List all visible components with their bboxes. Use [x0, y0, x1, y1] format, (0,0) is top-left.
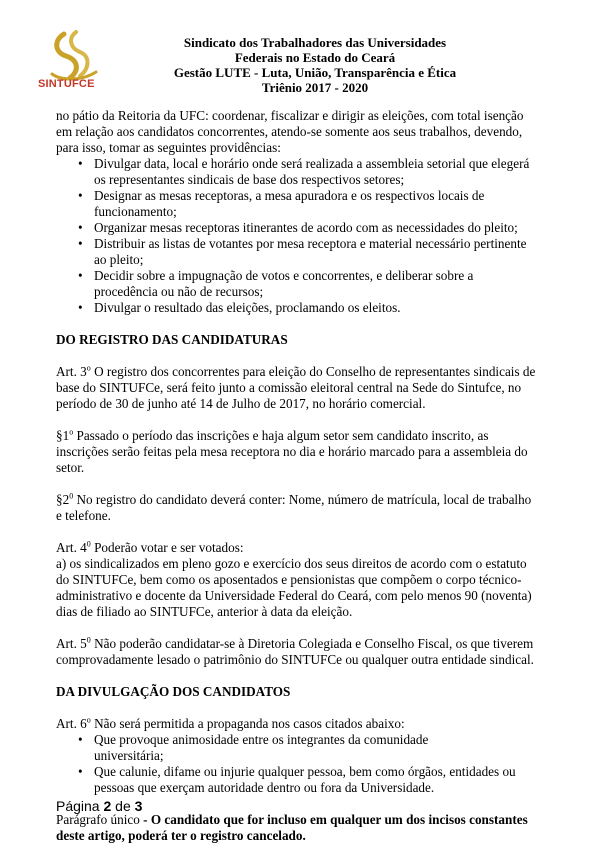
- ordinal-mark: 0: [69, 491, 74, 501]
- article-label: Art. 4: [56, 540, 87, 555]
- header-line: Sindicato dos Trabalhadores das Universidades: [183, 35, 447, 50]
- header-line: Gestão LUTE - Luta, União, Transparência e Ética: [173, 65, 457, 80]
- intro-paragraph: no pátio da Reitoria da UFC: coordenar, fiscalizar e dirigir as eleições, com total isenção em relação aos candidatos concorrentes, atendo-se somente aos seus trabalhos, devendo, para isso, tomar as seguintes providências:: [56, 108, 524, 155]
- paragraph-text: Passado o período das inscrições e haja algum setor sem candidato inscrito, as inscrições serão feitas pela mesa receptora no dia e horário marcado para a assembleia do setor.: [56, 428, 528, 475]
- paragraph-label: §2: [56, 492, 70, 507]
- page-number: 2: [103, 798, 112, 814]
- paragraph-2: [56, 492, 536, 524]
- list-item: • Organizar mesas receptoras itinerantes de acordo com as necessidades do pleito;: [56, 220, 536, 236]
- article-text: Não poderão candidatar-se à Diretoria Colegiada e Conselho Fiscal, os que tiverem comprovadamente lesado o patrimônio do SINTUFCe ou qualquer outra entidade sindical.: [56, 636, 534, 667]
- section-heading: DO REGISTRO DAS CANDIDATURAS: [56, 332, 288, 347]
- ordinal-mark: o: [69, 427, 74, 437]
- prohibited-cases-list: [56, 732, 536, 796]
- paragraph-text: - O candidato que for incluso em qualquer um dos incisos constantes deste artigo, poderá ter o registro cancelado.: [56, 812, 528, 843]
- list-item: • Decidir sobre a impugnação de votos e concorrentes, e deliberar sobre a procedência ou não de recursos;: [56, 268, 536, 300]
- article-text: Não será permitida a propaganda nos casos citados abaixo:: [90, 716, 405, 731]
- article-label: Art. 3: [56, 364, 87, 379]
- article-label: Art. 6: [56, 716, 87, 731]
- article-3: [56, 364, 536, 412]
- page-total: 3: [134, 798, 143, 814]
- list-item: • Que provoque animosidade entre os integrantes da comunidade universitária;: [56, 732, 536, 764]
- duties-list: [56, 156, 536, 316]
- paragrafo-unico: [56, 812, 536, 844]
- header-line: Federais no Estado do Ceará: [234, 50, 396, 65]
- list-item: • Distribuir as listas de votantes por mesa receptora e material necessário pertinente ao pleito;: [56, 236, 536, 268]
- article-5: [56, 636, 536, 668]
- document-header: [0, 0, 608, 110]
- list-item: • Divulgar data, local e horário onde será realizada a assembleia setorial que elegerá os representantes sindicais de base dos respectivos setores;: [56, 156, 536, 188]
- ordinal-mark: 0: [86, 635, 91, 645]
- paragraph-label: §1: [56, 428, 70, 443]
- article-4-item-a: a) os sindicalizados em pleno gozo e exercício dos seus direitos de acordo com o estatuto do SINTUFCe, bem como os aposentados e pensionistas que compõem o corpo técnico-administrativo e docente da Universidade Federal do Ceará, com pelo menos 90 (noventa) dias de filiado ao SINTUFCe, anterior à data da eleição.: [56, 556, 532, 619]
- list-item: • Designar as mesas receptoras, a mesa apuradora e os respectivos locais de funcionamento;: [56, 188, 536, 220]
- article-text: O registro dos concorrentes para eleição do Conselho de representantes sindicais de base do SINTUFCe, será feito junto a comissão eleitoral central na Sede do Sintufce, no período de 30 de junho até 14 de Julho de 2017, no horário comercial.: [56, 364, 536, 411]
- article-text: Poderão votar e ser votados:: [90, 540, 244, 555]
- list-item: • Que calunie, difame ou injurie qualquer pessoa, bem como órgãos, entidades ou pessoas que exerçam autoridade dentro ou fora da Universidade.: [56, 764, 536, 796]
- page-word: Página: [56, 798, 100, 814]
- paragraph-text: No registro do candidato deverá conter: Nome, número de matrícula, local de trabalho e telefone.: [56, 492, 532, 523]
- ordinal-mark: 0: [86, 539, 91, 549]
- paragraph-label: Parágrafo único: [56, 812, 140, 827]
- ordinal-mark: o: [86, 715, 91, 725]
- article-label: Art. 5: [56, 636, 87, 651]
- of-word: de: [115, 798, 131, 814]
- page-footer: [56, 798, 142, 814]
- ordinal-mark: o: [86, 363, 91, 373]
- list-item: • Divulgar o resultado das eleições, proclamando os eleitos.: [56, 300, 536, 316]
- document-body: [56, 108, 536, 844]
- article-6: [56, 716, 536, 732]
- paragraph-1: [56, 428, 536, 476]
- logo-wordmark: SINTUFCE: [38, 78, 95, 90]
- section-heading: DA DIVULGAÇÃO DOS CANDIDATOS: [56, 684, 291, 699]
- header-title: [150, 35, 480, 95]
- article-4: [56, 540, 536, 556]
- header-line: Triênio 2017 - 2020: [261, 80, 369, 95]
